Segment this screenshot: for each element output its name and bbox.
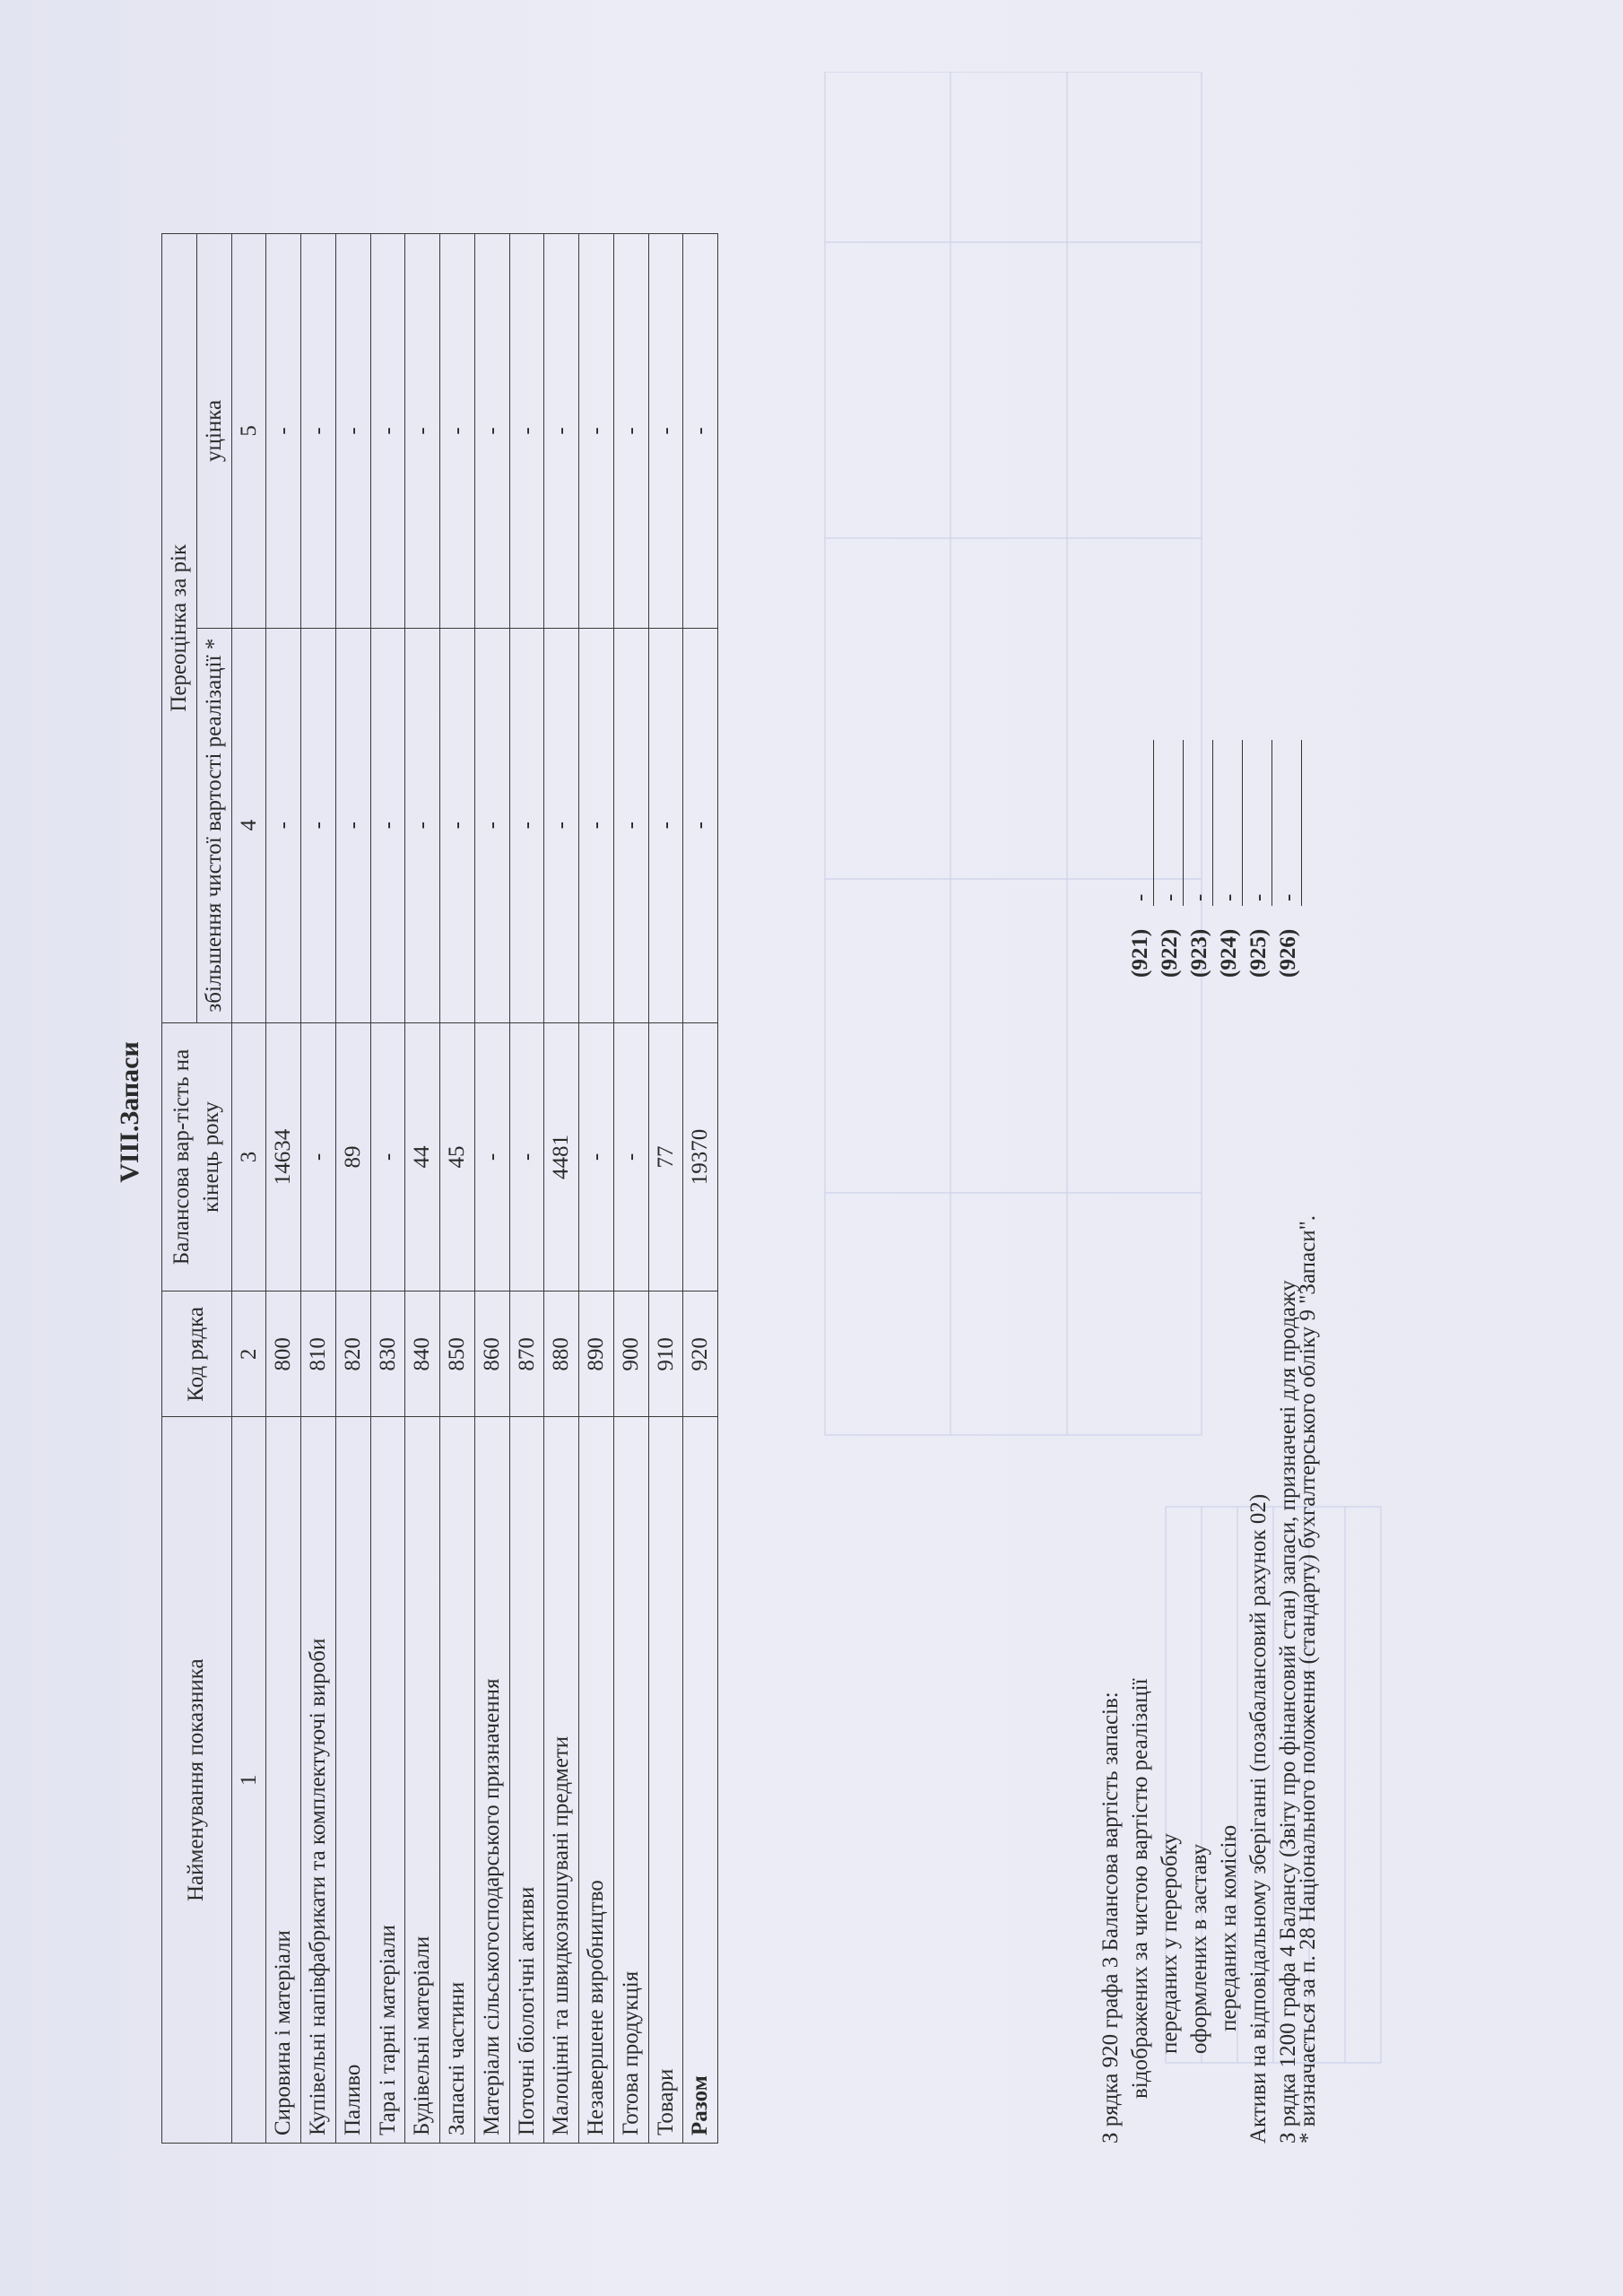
note-text: переданих на комісію xyxy=(1217,1824,1241,2031)
table-row xyxy=(509,234,544,2144)
row-name: Разом xyxy=(683,1417,718,2144)
row-name: Паливо xyxy=(335,1417,370,2144)
note-row xyxy=(1244,81,1273,2144)
table-row xyxy=(440,234,475,2144)
note-row xyxy=(1125,81,1155,2144)
row-markdown: - xyxy=(405,234,440,629)
value-underline xyxy=(1271,740,1272,906)
row-increase: - xyxy=(301,628,336,1022)
row-name: Малоцінні та швидкозношувані предмети xyxy=(544,1417,579,2144)
table-row xyxy=(648,234,683,2144)
row-increase: - xyxy=(544,628,579,1022)
note-text: відображених за чистою вартістю реалізації xyxy=(1128,1678,1152,2099)
row-markdown: - xyxy=(579,234,614,629)
note-row xyxy=(1155,81,1185,2144)
column-number: 1 xyxy=(231,1417,266,2144)
rotated-content xyxy=(99,0,1605,2224)
row-balance: 19370 xyxy=(683,1022,718,1292)
row-name: Незавершене виробництво xyxy=(579,1417,614,2144)
value-underline xyxy=(1242,740,1243,906)
table-row xyxy=(266,234,301,2144)
table-row xyxy=(544,234,579,2144)
row-code: 810 xyxy=(301,1292,336,1417)
column-number: 3 xyxy=(231,1022,266,1292)
table-row xyxy=(474,234,509,2144)
row-markdown: - xyxy=(648,234,683,629)
note-row xyxy=(1185,81,1214,2144)
row-code: 830 xyxy=(370,1292,405,1417)
row-markdown: - xyxy=(474,234,509,629)
inventory-table xyxy=(161,233,718,2144)
row-balance: - xyxy=(370,1022,405,1292)
note-code: (922) xyxy=(1158,928,1182,978)
row-markdown: - xyxy=(509,234,544,629)
row-balance: - xyxy=(509,1022,544,1292)
table-row xyxy=(613,234,648,2144)
row-markdown: - xyxy=(301,234,336,629)
value-underline xyxy=(1301,740,1302,906)
row-code: 880 xyxy=(544,1292,579,1417)
note-value: - xyxy=(1276,893,1300,901)
note-value: - xyxy=(1187,893,1211,901)
row-balance: 4481 xyxy=(544,1022,579,1292)
row-code: 920 xyxy=(683,1292,718,1417)
row-code: 850 xyxy=(440,1292,475,1417)
column-number-row xyxy=(231,234,266,2144)
row-name: Матеріали сільськогосподарського призначення xyxy=(474,1417,509,2144)
row-name: Сировина і матеріали xyxy=(266,1417,301,2144)
row-increase: - xyxy=(613,628,648,1022)
row-markdown: - xyxy=(370,234,405,629)
value-underline xyxy=(1153,740,1154,906)
note-code: (926) xyxy=(1276,928,1300,978)
row-code: 900 xyxy=(613,1292,648,1417)
row-balance: 45 xyxy=(440,1022,475,1292)
row-balance: 44 xyxy=(405,1022,440,1292)
row-increase: - xyxy=(370,628,405,1022)
row-name: Купівельні напівфабрикати та комплектуючі вироби xyxy=(301,1417,336,2144)
note-text: Активи на відповідальному зберіганні (позабалансовий рахунок 02) xyxy=(1246,1493,1271,2144)
note-code: (921) xyxy=(1128,928,1152,978)
value-underline xyxy=(1183,740,1184,906)
note-code: (925) xyxy=(1246,928,1271,978)
row-markdown: - xyxy=(440,234,475,629)
table-row xyxy=(335,234,370,2144)
note-code: (924) xyxy=(1217,928,1241,978)
column-number: 5 xyxy=(231,234,266,629)
note-value: - xyxy=(1246,893,1271,901)
row-increase: - xyxy=(474,628,509,1022)
note-value: - xyxy=(1158,893,1182,901)
row-code: 910 xyxy=(648,1292,683,1417)
row-increase: - xyxy=(579,628,614,1022)
row-code: 870 xyxy=(509,1292,544,1417)
row-increase: - xyxy=(405,628,440,1022)
value-underline xyxy=(1212,740,1213,906)
row-balance: 89 xyxy=(335,1022,370,1292)
row-name: Готова продукція xyxy=(613,1417,648,2144)
note-row xyxy=(1214,81,1244,2144)
row-code: 820 xyxy=(335,1292,370,1417)
row-markdown: - xyxy=(266,234,301,629)
row-balance: 77 xyxy=(648,1022,683,1292)
row-markdown: - xyxy=(544,234,579,629)
notes-section xyxy=(1096,81,1303,2144)
note-text: оформлених в заставу xyxy=(1187,1843,1211,2054)
row-markdown: - xyxy=(335,234,370,629)
header-name: Найменування показника xyxy=(162,1417,232,2144)
row-increase: - xyxy=(440,628,475,1022)
note-value: - xyxy=(1217,893,1241,901)
column-number: 2 xyxy=(231,1292,266,1417)
row-balance: - xyxy=(301,1022,336,1292)
row-balance: 14634 xyxy=(266,1022,301,1292)
row-name: Тара і тарні матеріали xyxy=(370,1417,405,2144)
column-number: 4 xyxy=(231,628,266,1022)
row-increase: - xyxy=(648,628,683,1022)
row-balance: - xyxy=(579,1022,614,1292)
header-markdown: уцінка xyxy=(196,234,231,629)
note-text: переданих у переробку xyxy=(1158,1833,1182,2054)
table-row xyxy=(405,234,440,2144)
row-balance: - xyxy=(474,1022,509,1292)
row-increase: - xyxy=(266,628,301,1022)
row-code: 890 xyxy=(579,1292,614,1417)
note-row xyxy=(1096,81,1125,2144)
table-row xyxy=(370,234,405,2144)
header-increase: збільшення чистої вартості реалізації * xyxy=(196,628,231,1022)
row-increase: - xyxy=(509,628,544,1022)
row-code: 860 xyxy=(474,1292,509,1417)
row-name: Товари xyxy=(648,1417,683,2144)
table-row xyxy=(301,234,336,2144)
row-balance: - xyxy=(613,1022,648,1292)
note-text: З рядка 920 графа 3 Балансова вартість запасів: xyxy=(1098,1692,1123,2144)
row-increase: - xyxy=(335,628,370,1022)
table-row xyxy=(579,234,614,2144)
header-balance: Балансова вар-тість на кінець року xyxy=(162,1022,232,1292)
note-code: (923) xyxy=(1187,928,1211,978)
row-increase: - xyxy=(683,628,718,1022)
row-name: Поточні біологічні активи xyxy=(509,1417,544,2144)
row-code: 840 xyxy=(405,1292,440,1417)
total-row xyxy=(683,234,718,2144)
header-revaluation: Переоцінка за рік xyxy=(162,234,197,1023)
header-row xyxy=(162,234,197,2144)
page-title: VIII.Запаси xyxy=(115,1041,144,1183)
note-text: З рядка 1200 графа 4 Балансу (Звіту про фінансовий стан) запаси, призначені для продажу xyxy=(1276,1280,1300,2144)
header-code: Код рядка xyxy=(162,1292,232,1417)
row-markdown: - xyxy=(613,234,648,629)
note-value: - xyxy=(1128,893,1152,901)
footnote: * визначається за п. 28 Національного положення (стандарту) бухгалтерського обліку 9 "Запаси". xyxy=(1296,1214,1320,2144)
row-name: Запасні частини xyxy=(440,1417,475,2144)
row-name: Будівельні матеріали xyxy=(405,1417,440,2144)
row-markdown: - xyxy=(683,234,718,629)
row-code: 800 xyxy=(266,1292,301,1417)
